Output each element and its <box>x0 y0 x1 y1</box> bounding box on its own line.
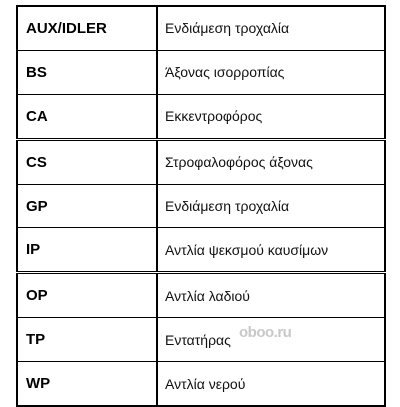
row-description: Εντατήρας <box>157 318 385 362</box>
table-row <box>17 273 385 318</box>
row-code: WP <box>17 362 157 406</box>
row-code: TP <box>17 318 157 362</box>
table-row <box>17 318 385 362</box>
row-description: Ενδιάμεση τροχαλία <box>165 20 290 37</box>
row-description: Άξονας ισορροπίας <box>157 50 385 94</box>
row-description: Αντλία νερού <box>157 362 385 406</box>
table-row <box>17 50 385 94</box>
table-row <box>17 6 385 50</box>
table-row <box>17 228 385 273</box>
row-description: Εκκεντροφόρος <box>157 94 385 139</box>
row-description: Στροφαλοφόρος άξονας <box>157 139 385 184</box>
row-code: BS <box>17 50 157 94</box>
row-description: Αντλία ψεκσμού καυσίμων <box>157 228 385 273</box>
table-row <box>17 362 385 406</box>
watermark-logo: oboo.ru <box>239 324 292 341</box>
row-code: IP <box>17 228 157 273</box>
table-row <box>17 94 385 139</box>
row-code: AUX/IDLER <box>17 6 157 50</box>
row-code: GP <box>17 184 157 228</box>
row-description: Ενδιάμεση τροχαλία <box>157 184 385 228</box>
row-description: Αντλία λαδιού <box>157 273 385 318</box>
table-row <box>17 184 385 228</box>
row-code: OP <box>17 273 157 318</box>
row-code: CS <box>17 139 157 184</box>
table-row <box>17 139 385 184</box>
row-code: CA <box>17 94 157 139</box>
abbreviation-table <box>16 5 386 407</box>
